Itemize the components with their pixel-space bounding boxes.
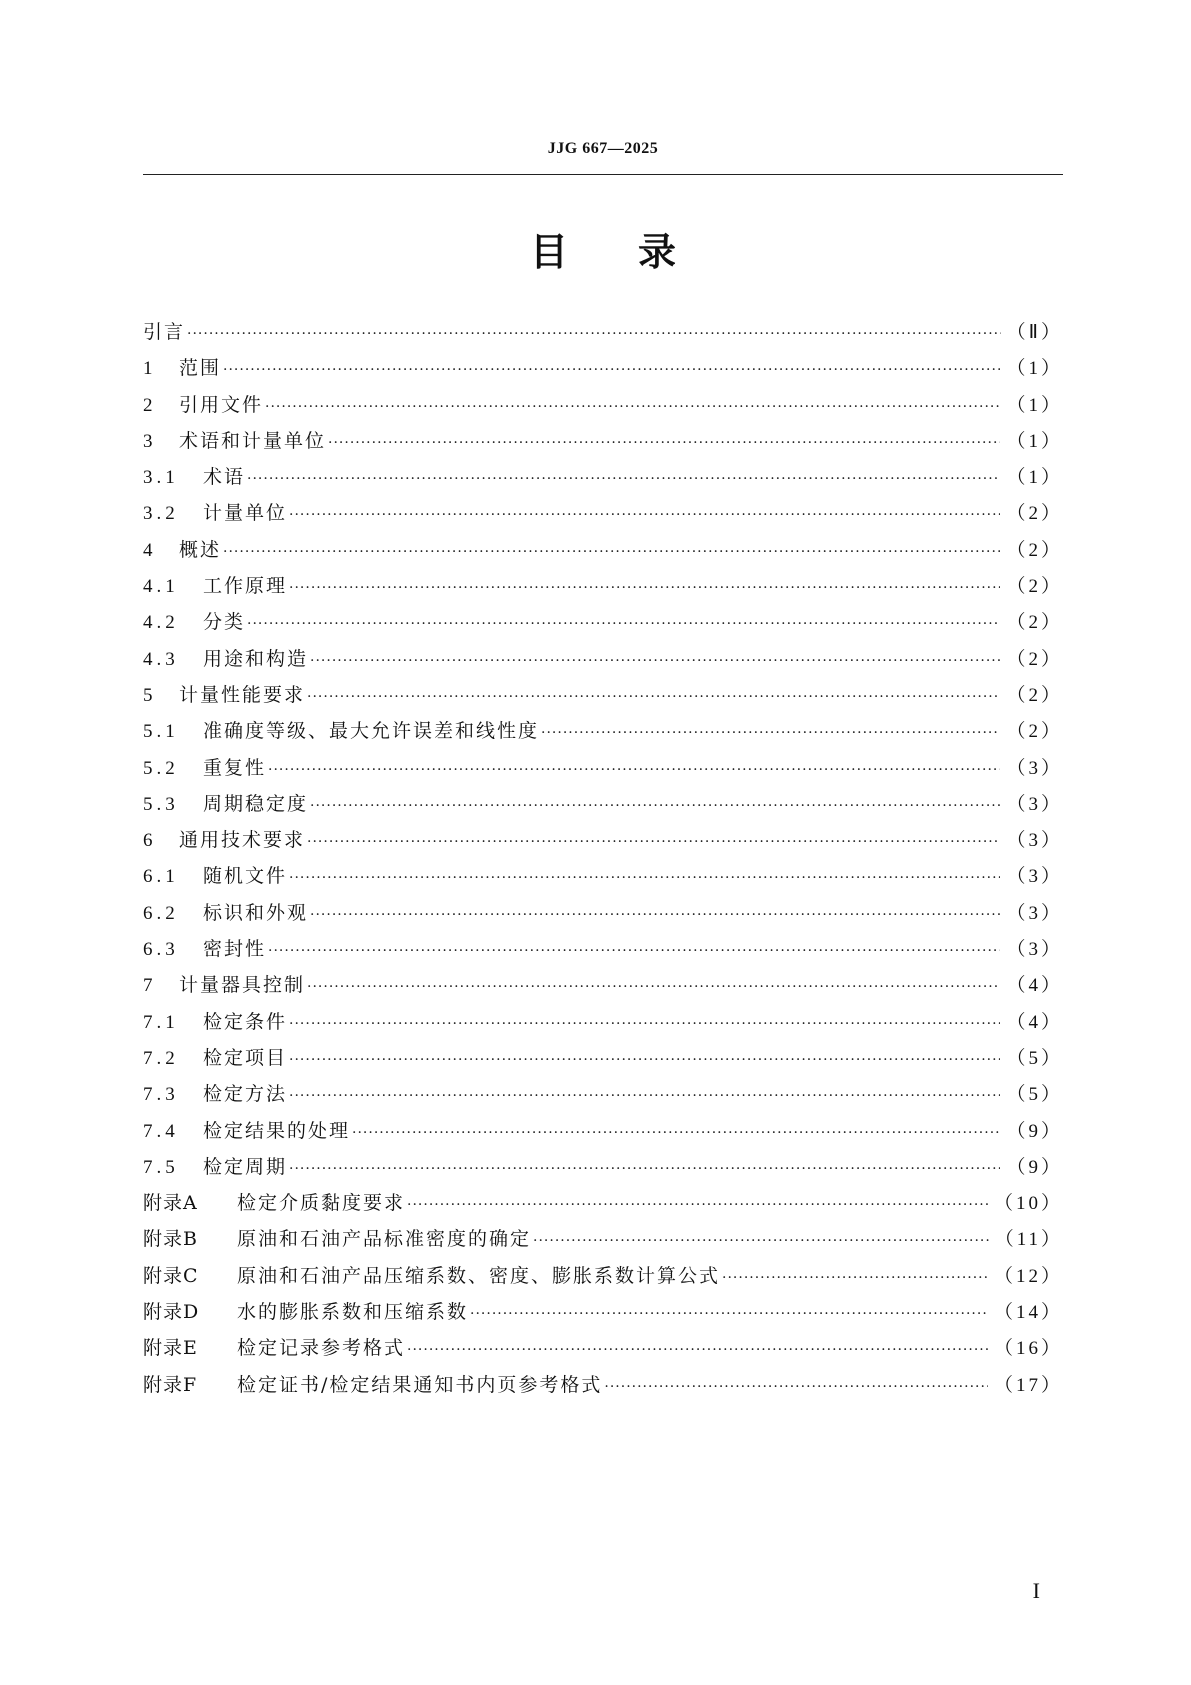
toc-entry-7-3[interactable] [143, 1076, 1063, 1112]
toc-entry-number: 附录F [143, 1373, 198, 1396]
toc-entry-number: 3.1 [143, 467, 179, 489]
toc-entry-label: 附录F 检定证书/检定结果通知书内页参考格式 [143, 1367, 602, 1403]
toc-entry-label: 3.1 术语 [143, 459, 245, 496]
toc-entry-6-2[interactable] [143, 895, 1063, 931]
toc-entry-label: 6 通用技术要求 [143, 822, 305, 859]
toc-dot-leader [289, 1006, 1000, 1042]
toc-entry-number: 1 [143, 358, 157, 380]
toc-entry-label: 2 引用文件 [143, 387, 263, 424]
toc-entry-intro[interactable] [143, 314, 1063, 350]
toc-dot-leader [533, 1223, 989, 1259]
toc-entry-page: （9） [1006, 1156, 1063, 1178]
toc-entry-page: （5） [1006, 1084, 1063, 1106]
toc-dot-leader [352, 1115, 1000, 1151]
toc-entry-number: 附录E [143, 1337, 198, 1360]
toc-entry-label: 6.1 随机文件 [143, 858, 287, 895]
toc-entry-number: 4 [143, 539, 157, 561]
toc-entry-number: 7.2 [143, 1047, 179, 1069]
toc-entry-number: 7 [143, 975, 157, 997]
toc-entry-number: 6.1 [143, 866, 179, 888]
toc-entry-6-3[interactable] [143, 931, 1063, 967]
toc-entry-label: 7.1 检定条件 [143, 1004, 287, 1041]
toc-entry-page: （2） [1006, 576, 1063, 598]
toc-entry-6[interactable] [143, 822, 1063, 858]
toc-dot-leader [289, 497, 1000, 533]
toc-entry-3[interactable] [143, 423, 1063, 459]
toc-dot-leader [307, 969, 1000, 1005]
toc-entry-number: 7.1 [143, 1011, 179, 1033]
toc-entry-page: （12） [993, 1265, 1063, 1287]
toc-entry-number: 7.4 [143, 1120, 179, 1142]
toc-entry-page: （Ⅱ） [1006, 322, 1063, 343]
toc-entry-label: 附录C 原油和石油产品压缩系数、密度、膨胀系数计算公式 [143, 1258, 720, 1294]
toc-entry-page: （1） [1006, 358, 1063, 380]
toc-entry-number: 5.3 [143, 793, 179, 815]
toc-entry-number: 7.3 [143, 1084, 179, 1106]
toc-entry-label: 4.3 用途和构造 [143, 641, 308, 678]
toc-entry-4-2[interactable] [143, 604, 1063, 640]
toc-dot-leader [265, 389, 1000, 425]
toc-entry-4[interactable] [143, 532, 1063, 568]
toc-dot-leader [289, 860, 1000, 896]
toc-entry-7-2[interactable] [143, 1040, 1063, 1076]
toc-entry-label: 5.2 重复性 [143, 750, 266, 787]
toc-entry-page: （9） [1006, 1120, 1063, 1142]
toc-entry-page: （3） [1006, 757, 1063, 779]
toc-dot-leader [307, 679, 1000, 715]
toc-entry-appendix-e[interactable] [143, 1330, 1063, 1366]
toc-entry-label: 附录B 原油和石油产品标准密度的确定 [143, 1221, 531, 1257]
toc-dot-leader [247, 606, 1000, 642]
toc-entry-page: （2） [1006, 539, 1063, 561]
toc-dot-leader [310, 643, 1000, 679]
toc-dot-leader [310, 897, 1000, 933]
toc-entry-label: 7.3 检定方法 [143, 1076, 287, 1113]
toc-entry-number: 6.3 [143, 939, 179, 961]
page-title: 目录 [529, 230, 746, 274]
toc-entry-page: （16） [993, 1338, 1063, 1360]
toc-entry-appendix-f[interactable] [143, 1367, 1063, 1403]
toc-entry-page: （2） [1006, 721, 1063, 743]
toc-entry-5-3[interactable] [143, 786, 1063, 822]
toc-entry-7-4[interactable] [143, 1113, 1063, 1149]
toc-dot-leader [223, 352, 1000, 388]
toc-entry-appendix-b[interactable] [143, 1221, 1063, 1257]
toc-entry-page: （2） [1006, 648, 1063, 670]
toc-entry-number: 6 [143, 830, 157, 852]
toc-dot-leader [289, 1151, 1000, 1187]
toc-entry-number: 附录A [143, 1192, 198, 1215]
toc-entry-number: 5.1 [143, 721, 179, 743]
toc-entry-label: 5.1 准确度等级、最大允许误差和线性度 [143, 713, 539, 750]
toc-entry-1[interactable] [143, 350, 1063, 386]
toc-entry-number: 5.2 [143, 757, 179, 779]
toc-entry-page: （2） [1006, 684, 1063, 706]
toc-entry-label: 1 范围 [143, 350, 221, 387]
toc-entry-page: （17） [993, 1374, 1063, 1396]
toc-entry-7-5[interactable] [143, 1149, 1063, 1185]
toc-dot-leader [407, 1332, 988, 1368]
toc-entry-label: 4.2 分类 [143, 604, 245, 641]
table-of-contents [143, 314, 1063, 1403]
toc-entry-label: 3.2 计量单位 [143, 495, 287, 532]
toc-entry-page: （5） [1006, 1047, 1063, 1069]
toc-entry-7-1[interactable] [143, 1004, 1063, 1040]
toc-dot-leader [310, 788, 1000, 824]
toc-entry-label: 6.3 密封性 [143, 931, 266, 968]
toc-dot-leader [407, 1187, 988, 1223]
toc-entry-page: （3） [1006, 793, 1063, 815]
toc-entry-number: 附录D [143, 1301, 200, 1324]
toc-entry-page: （1） [1006, 394, 1063, 416]
toc-entry-appendix-d[interactable] [143, 1294, 1063, 1330]
toc-dot-leader [541, 715, 1000, 751]
toc-entry-2[interactable] [143, 387, 1063, 423]
toc-entry-page: （10） [993, 1193, 1063, 1215]
toc-entry-number: 4.2 [143, 612, 179, 634]
toc-entry-appendix-c[interactable] [143, 1258, 1063, 1294]
toc-entry-number: 5 [143, 684, 157, 706]
toc-entry-label: 附录A 检定介质黏度要求 [143, 1185, 405, 1221]
toc-entry-3-1[interactable] [143, 459, 1063, 495]
toc-dot-leader [289, 1078, 1000, 1114]
page-number: I [1032, 1578, 1040, 1603]
toc-entry-page: （3） [1006, 830, 1063, 852]
toc-entry-5-1[interactable] [143, 713, 1063, 749]
toc-entry-5[interactable] [143, 677, 1063, 713]
toc-entry-6-1[interactable] [143, 858, 1063, 894]
toc-entry-number: 4.3 [143, 648, 179, 670]
toc-entry-page: （3） [1006, 902, 1063, 924]
toc-entry-number: 3 [143, 430, 157, 452]
toc-entry-label: 引言 [143, 321, 186, 343]
toc-entry-label: 5.3 周期稳定度 [143, 786, 308, 823]
toc-entry-label: 7.2 检定项目 [143, 1040, 287, 1077]
toc-dot-leader [268, 933, 1000, 969]
toc-entry-page: （1） [1006, 430, 1063, 452]
toc-entry-4-3[interactable] [143, 641, 1063, 677]
toc-entry-label: 7.5 检定周期 [143, 1149, 287, 1186]
toc-entry-page: （4） [1006, 975, 1063, 997]
toc-entry-number: 2 [143, 394, 157, 416]
toc-dot-leader [223, 534, 1000, 570]
toc-entry-page: （11） [994, 1229, 1063, 1251]
toc-dot-leader [289, 570, 1000, 606]
toc-entry-label: 附录E 检定记录参考格式 [143, 1330, 405, 1366]
toc-dot-leader [289, 1042, 1000, 1078]
toc-entry-number: 3.2 [143, 503, 179, 525]
toc-dot-leader [722, 1260, 988, 1296]
toc-entry-number: 7.5 [143, 1156, 179, 1178]
toc-dot-leader [247, 461, 1000, 497]
toc-entry-number: 4.1 [143, 576, 179, 598]
toc-entry-label: 4.1 工作原理 [143, 568, 287, 605]
toc-entry-page: （3） [1006, 866, 1063, 888]
toc-entry-number: 附录C [143, 1264, 199, 1287]
toc-entry-page: （1） [1006, 467, 1063, 489]
toc-entry-label: 7 计量器具控制 [143, 967, 305, 1004]
toc-entry-page: （14） [993, 1302, 1063, 1324]
toc-entry-page: （2） [1006, 612, 1063, 634]
toc-entry-appendix-a[interactable] [143, 1185, 1063, 1221]
toc-dot-leader [187, 316, 1001, 352]
toc-entry-label: 7.4 检定结果的处理 [143, 1113, 350, 1150]
toc-entry-5-2[interactable] [143, 750, 1063, 786]
toc-dot-leader [328, 425, 1000, 461]
toc-entry-page: （3） [1006, 939, 1063, 961]
toc-entry-label: 3 术语和计量单位 [143, 423, 326, 460]
toc-dot-leader [268, 752, 1000, 788]
toc-entry-label: 附录D 水的膨胀系数和压缩系数 [143, 1294, 468, 1330]
toc-entry-7[interactable] [143, 967, 1063, 1003]
header-divider [143, 174, 1063, 175]
toc-entry-label: 6.2 标识和外观 [143, 895, 308, 932]
toc-entry-number: 6.2 [143, 902, 179, 924]
toc-entry-page: （2） [1006, 503, 1063, 525]
toc-entry-3-2[interactable] [143, 495, 1063, 531]
toc-dot-leader [470, 1296, 988, 1332]
toc-dot-leader [604, 1369, 988, 1405]
toc-entry-label: 5 计量性能要求 [143, 677, 305, 714]
toc-entry-page: （4） [1006, 1011, 1063, 1033]
toc-dot-leader [307, 824, 1000, 860]
toc-entry-4-1[interactable] [143, 568, 1063, 604]
toc-entry-label: 4 概述 [143, 532, 221, 569]
document-code-header: JJG 667—2025 [547, 140, 659, 157]
toc-entry-number: 附录B [143, 1228, 198, 1251]
